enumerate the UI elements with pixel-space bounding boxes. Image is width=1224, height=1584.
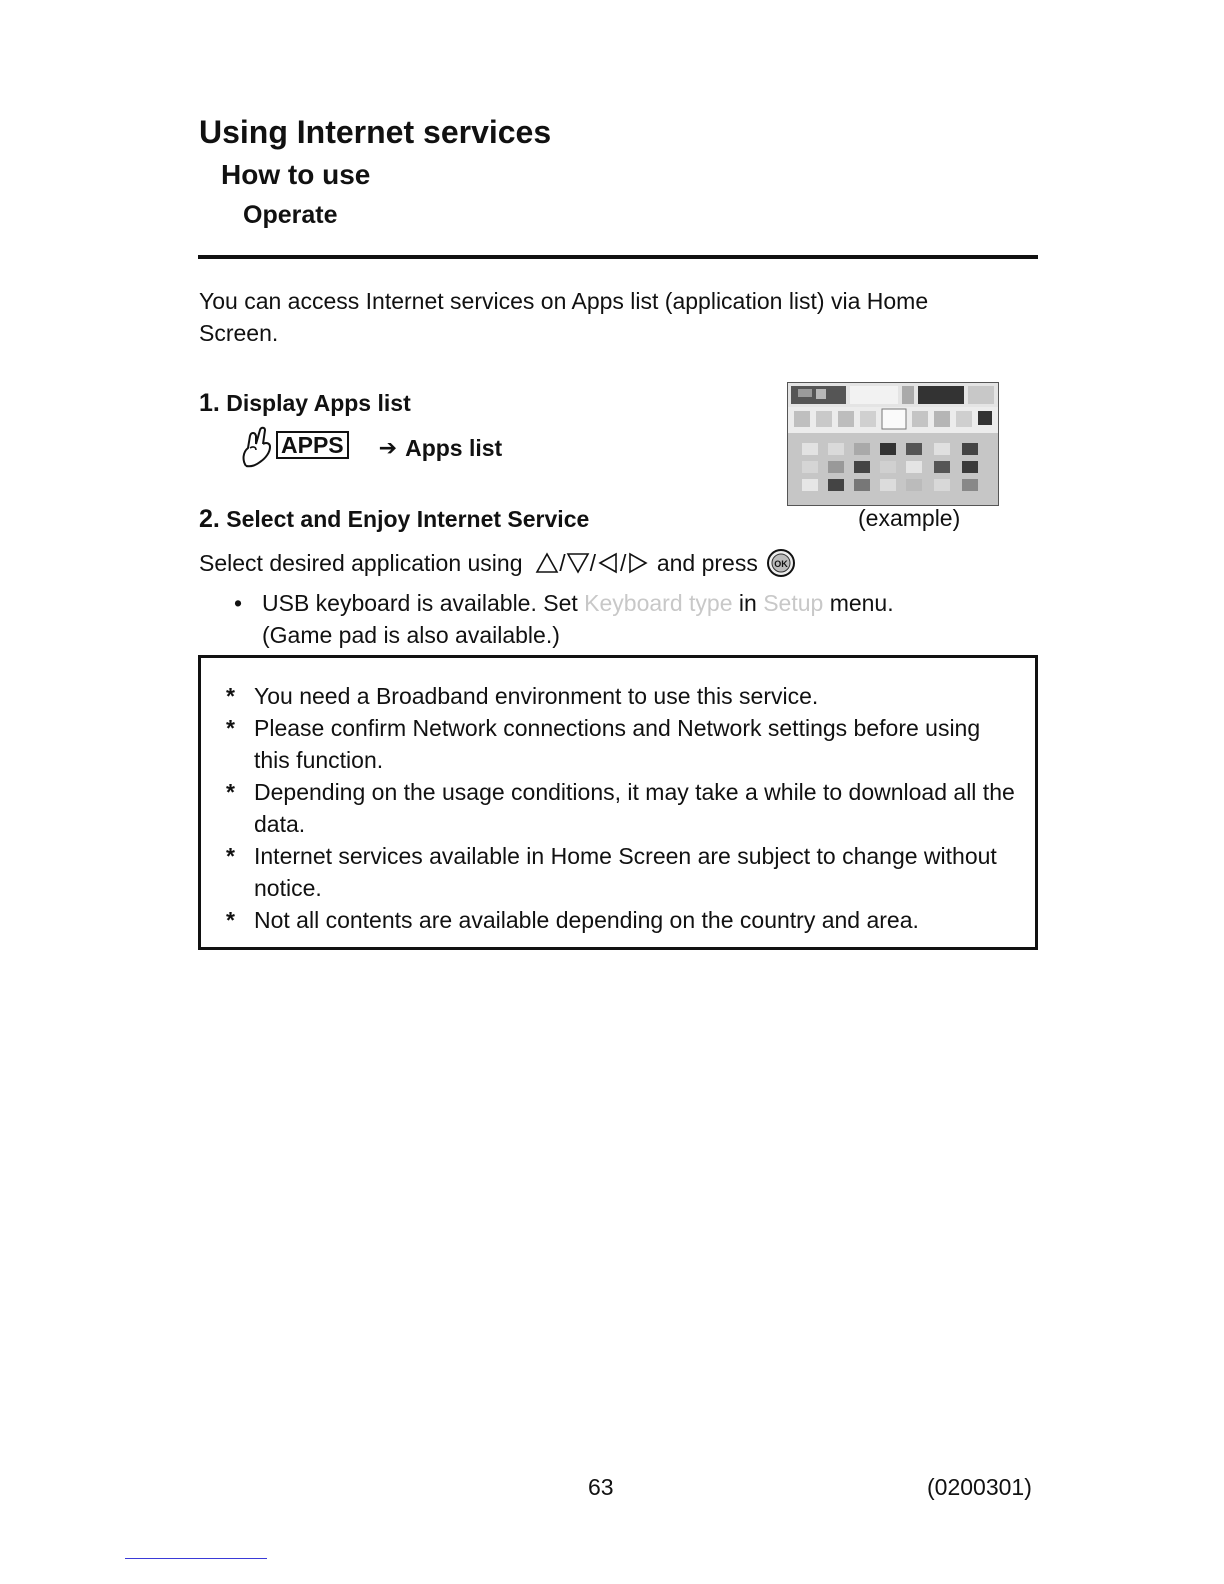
usb-keyboard-bullet: [234, 587, 894, 619]
notes-box: [198, 655, 1038, 950]
ok-button-icon: [766, 548, 796, 578]
asterisk-icon: *: [226, 779, 235, 805]
apps-list-label: Apps list: [405, 434, 503, 461]
step-2-title: [199, 505, 589, 534]
asterisk-icon: *: [226, 683, 235, 709]
footer-divider: [125, 1558, 267, 1559]
step-2-label: Select and Enjoy Internet Service: [226, 506, 590, 532]
note-text: Not all contents are available depending on the country and area.: [254, 907, 919, 933]
setup-menu-link[interactable]: Setup: [763, 590, 824, 616]
page-number: 63: [588, 1474, 614, 1500]
apps-key-row: [240, 428, 502, 468]
apps-key: APPS: [276, 431, 349, 459]
keyboard-type-link[interactable]: Keyboard type: [584, 590, 733, 616]
apps-list-screen-icon: [788, 383, 998, 505]
right-arrow-icon: [626, 552, 650, 574]
bullet-suffix: menu.: [829, 590, 894, 616]
down-arrow-icon: [566, 552, 590, 574]
instruction-end: and press: [656, 550, 758, 576]
game-pad-note: (Game pad is also available.): [262, 622, 560, 648]
bullet-dot-icon: •: [234, 590, 243, 616]
separator-2: /: [589, 550, 597, 576]
asterisk-icon: *: [226, 715, 235, 741]
instruction-start: Select desired application using: [199, 550, 523, 576]
step-2-number: 2.: [199, 505, 220, 533]
note-text: You need a Broadband environment to use this service.: [254, 683, 819, 709]
note-text: Depending on the usage conditions, it may take a while to download all the data.: [254, 779, 1015, 837]
heading-divider: [198, 255, 1038, 259]
intro-text: You can access Internet services on Apps list (application list) via Home Screen.: [199, 288, 929, 346]
step-1-number: 1.: [199, 389, 220, 417]
document-code: (0200301): [927, 1474, 1032, 1500]
step-1-label: Display Apps list: [226, 390, 411, 416]
note-item: [226, 712, 1016, 776]
page-subtitle: How to use: [221, 159, 371, 190]
section-title: Operate: [243, 201, 338, 229]
asterisk-icon: *: [226, 907, 235, 933]
apps-list-example-image: [787, 382, 999, 506]
page-title: Using Internet services: [199, 114, 552, 150]
bullet-middle: in: [738, 590, 757, 616]
separator-3: /: [620, 550, 627, 576]
arrow-right-icon: ➔: [378, 435, 398, 460]
note-text: Please confirm Network connections and Network settings before using this function.: [254, 715, 981, 773]
bullet-prefix: USB keyboard is available. Set: [262, 590, 578, 616]
example-caption: (example): [858, 505, 961, 531]
svg-text:OK: OK: [774, 559, 788, 569]
step-1-title: [199, 389, 411, 418]
up-arrow-icon: [535, 552, 559, 574]
separator-1: /: [559, 550, 566, 576]
note-item: [226, 904, 1016, 936]
note-item: [226, 840, 1016, 904]
note-item: [226, 776, 1016, 840]
note-text: Internet services available in Home Screen are subject to change without notice.: [254, 843, 997, 901]
select-instruction: [199, 547, 796, 579]
left-arrow-icon: [596, 552, 620, 574]
asterisk-icon: *: [226, 843, 235, 869]
note-item: [226, 680, 1016, 712]
